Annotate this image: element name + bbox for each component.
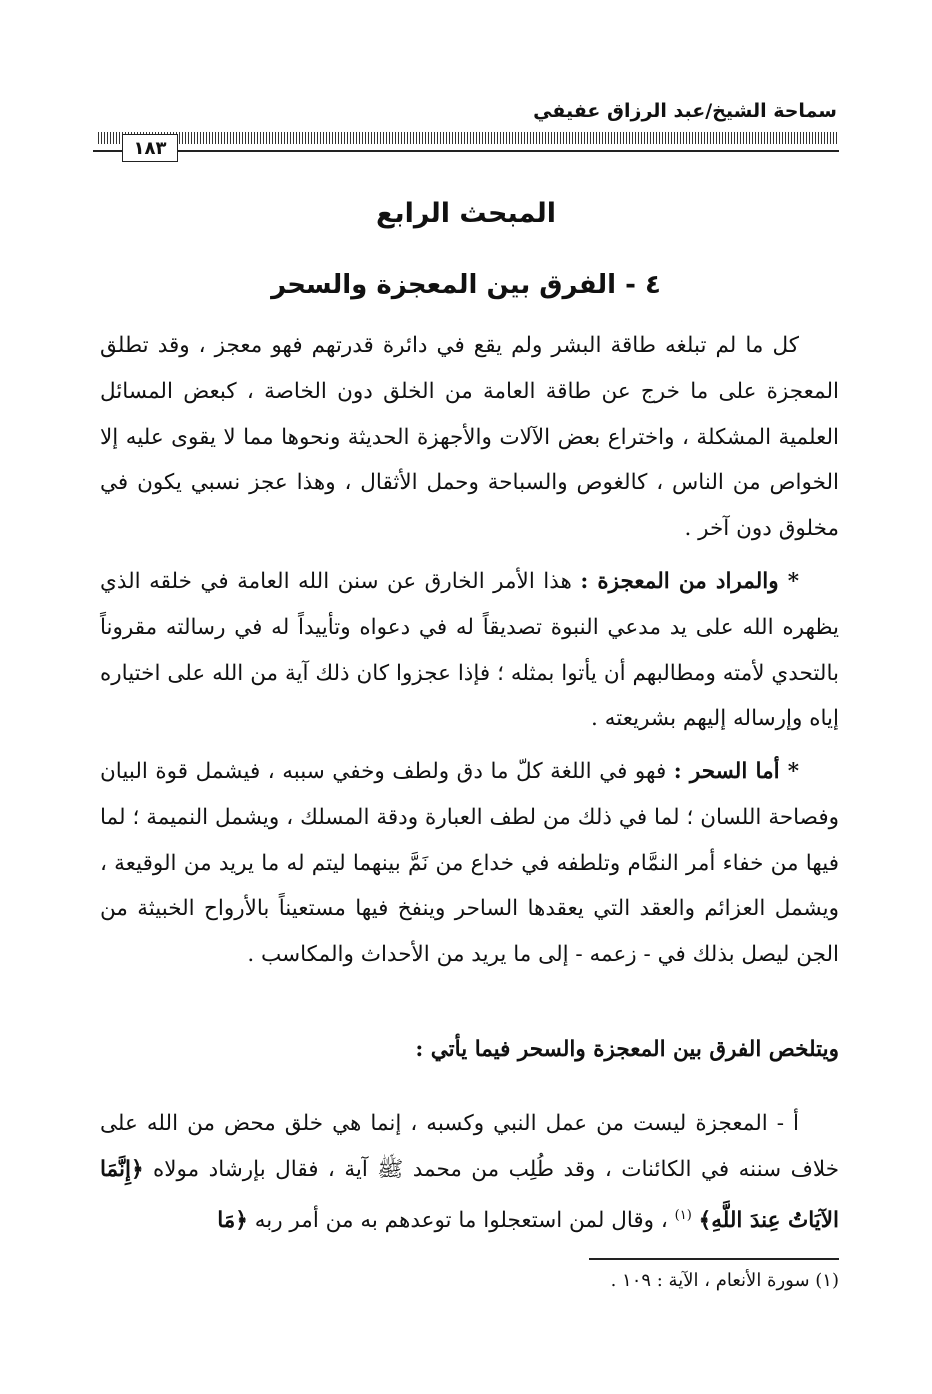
paragraph-text [100, 1101, 839, 1244]
paragraph-part: أ - المعجزة ليست من عمل النبي وكسبه ، إنما هي خلق محض من الله على خلاف سننه في الكائنات ، وقد طُلِب من محمد ﷺ آية ، فقال بإرشاد مولاه [100, 1111, 839, 1182]
header-hatched-rule [98, 132, 839, 144]
quran-quote-start: ﴿مَا [217, 1207, 248, 1233]
footnote-ref[interactable]: (١) [674, 1207, 692, 1223]
paragraph-text [100, 749, 839, 978]
quran-quote: ﴿إِنَّمَا الآيَاتُ عِندَ اللَّهِ﴾ [100, 1156, 839, 1233]
paragraph-lead: * والمراد من المعجزة : [580, 569, 799, 594]
running-header-title: سماحة الشيخ/عبد الرزاق عفيفي [533, 100, 837, 122]
footnote-rule [589, 1258, 839, 1260]
paragraph-part: ، وقال لمن استعجلوا ما توعدهم به من أمر ربه [247, 1207, 675, 1233]
paragraph-definition [100, 323, 839, 552]
paragraph-text [100, 559, 839, 742]
paragraph-rest: هذا الأمر الخارق عن سنن الله العامة في خلقه الذي يظهره الله على يد مدعي النبوة تصديقاً له في دعواه وتأييداً له في رسالته مقروناً بالتحدي لأمته ومطالبهم أن يأتوا بمثله ؛ فإذا عجزوا كان ذلك آية من الله على اختياره إياه وإرساله إليهم بشريعته . [100, 569, 839, 732]
paragraph-rest: فهو في اللغة كلّ ما دق ولطف وخفي سببه ، فيشمل قوة البيان وفصاحة اللسان ؛ لما في ذلك من لطف العبارة ودقة المسلك ، ويشمل النميمة ؛ لما فيها من خفاء أمر النمَّام وتلطفه في خداع من نَمَّ بينهما ليتم له ما يريد من الوقيعة ، ويشمل العزائم والعقد التي يعقدها الساحر وينفخ فيها مستعيناً بالأرواح الخبيثة من الجن ليصل بذلك في - زعمه - إلى ما يريد من الأحداث والمكاسب . [100, 759, 839, 968]
paragraph-magic [100, 749, 839, 978]
chapter-title: ٤ - الفرق بين المعجزة والسحر [271, 270, 661, 300]
summary-heading: ويتلخص الفرق بين المعجزة والسحر فيما يأتي : [415, 1037, 839, 1062]
paragraph-miracle [100, 559, 839, 742]
paragraph-difference-a [100, 1101, 839, 1244]
section-title: المبحث الرابع [376, 198, 556, 229]
page-number: ١٨٣ [122, 134, 178, 162]
header-rule [93, 150, 839, 152]
footnote: (١) سورة الأنعام ، الآية : ١٠٩ . [610, 1270, 839, 1291]
paragraph-lead: * أما السحر : [673, 759, 799, 784]
paragraph-text: كل ما لم تبلغه طاقة البشر ولم يقع في دائرة قدرتهم فهو معجز ، وقد تطلق المعجزة على ما خرج عن طاقة العامة من الخلق دون الخاصة ، كبعض المسائل العلمية المشكلة ، واختراع بعض الآلات والأجهزة الحديثة ونحوها مما لا يقوى عليه إلا الخواص من الناس ، كالغوص والسباحة وحمل الأثقال ، وهذا عجز نسبي يكون في مخلوق دون آخر . [100, 333, 839, 542]
